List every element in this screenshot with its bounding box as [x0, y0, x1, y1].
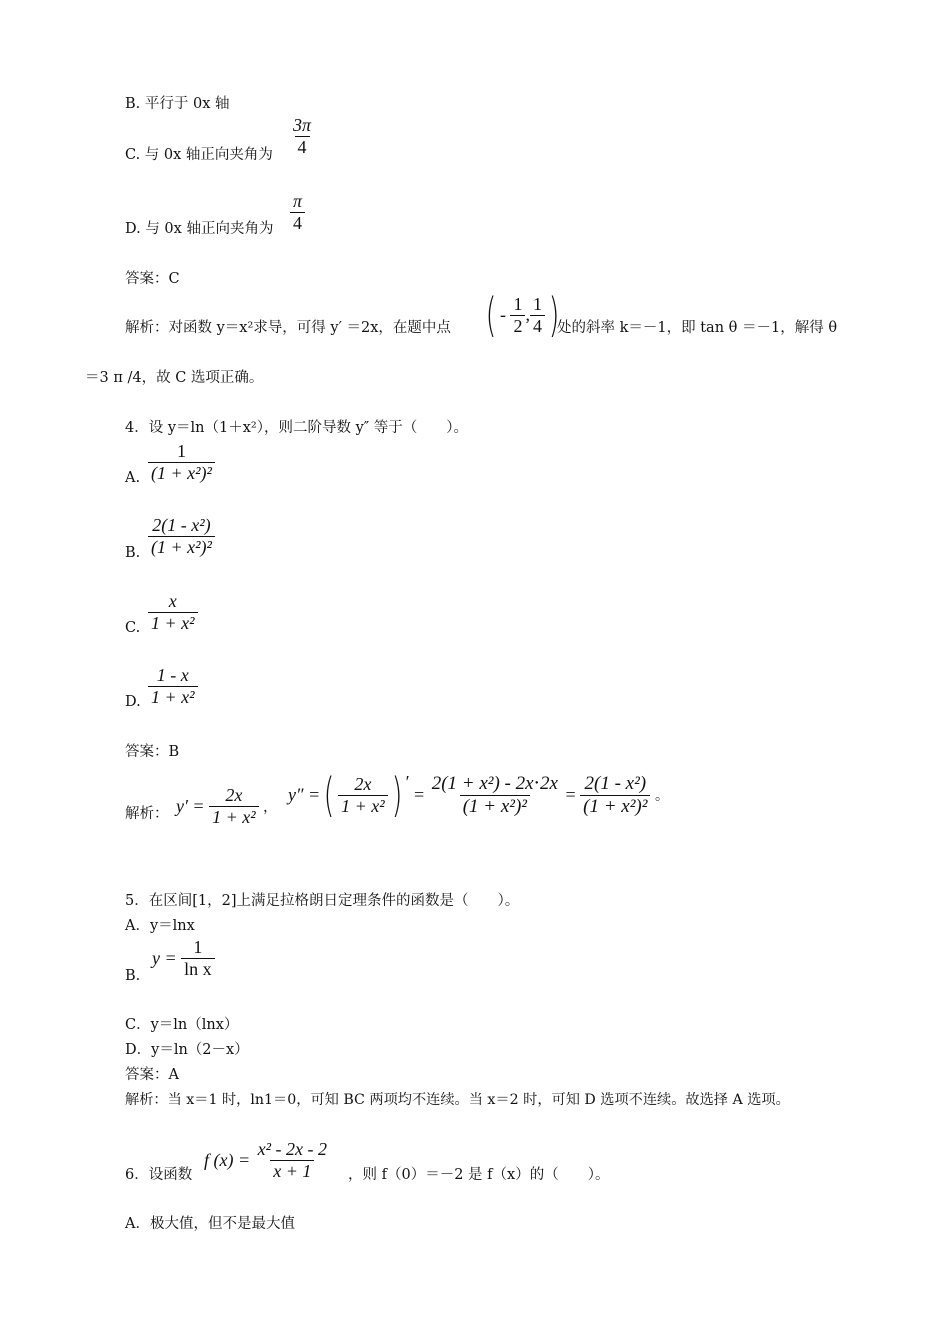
y-lhs: y = [152, 947, 177, 968]
q4-stem: 4．设 y＝ln（1＋x²），则二阶导数 y″ 等于（ ）。 [125, 420, 469, 436]
point-b-numerator: 1 [532, 293, 542, 314]
fraction-numerator: π [293, 191, 303, 211]
q3-option-b: B. 平行于 0x 轴 [125, 96, 230, 112]
fraction-denominator: x + 1 [270, 1160, 314, 1181]
q5-analysis: 解析：当 x＝1 时，ln1＝0，可知 BC 两项均不连续。当 x＝2 时，可知 D 选项不连续。故选择 A 选项。 [125, 1092, 790, 1108]
equals-sign: = [414, 784, 425, 805]
q5-stem: 5．在区间[1，2]上满足拉格朗日定理条件的函数是（ ）。 [125, 893, 520, 909]
q4-option-b-label: B. [125, 545, 141, 561]
q5-option-a: A．y＝lnx [125, 918, 195, 934]
q4-analysis-label: 解析： [125, 806, 169, 822]
q6-stem-prefix: 6．设函数 [125, 1167, 193, 1183]
fraction-denominator: 1 + x² [148, 686, 198, 707]
formula-end: 。 [654, 789, 669, 804]
fraction-numerator: 1 [176, 441, 186, 461]
point-a-numerator: 1 [513, 293, 523, 314]
fraction-numerator: 2x [354, 773, 372, 794]
f-lhs: f (x) = [204, 1149, 251, 1170]
q6-option-a: A．极大值，但不是最大值 [125, 1216, 295, 1232]
fraction-numerator: 2(1 + x²) - 2x⋅2x [431, 772, 558, 794]
q4-option-d-fraction [148, 666, 198, 707]
left-paren: ( [485, 288, 497, 342]
q3-option-c-fraction [290, 116, 314, 157]
q4-analysis-first-derivative [176, 786, 277, 827]
fraction-numerator: 1 - x [156, 665, 189, 685]
fraction-denominator: 1 + x² [209, 806, 259, 827]
q6-stem-suffix: ，则 f（0）＝－2 是 f（x）的（ ）。 [348, 1167, 610, 1183]
fraction-denominator: (1 + x²)² [460, 795, 530, 817]
right-paren: ) [548, 288, 560, 342]
fraction-denominator: (1 + x²)² [148, 536, 215, 557]
q4-option-c-label: C. [125, 620, 141, 636]
fraction-denominator: 1 + x² [338, 795, 388, 816]
q5-option-b-formula [152, 938, 215, 979]
fraction-denominator: 1 + x² [148, 612, 198, 633]
right-paren: ) [391, 768, 403, 822]
left-paren: ( [323, 768, 335, 822]
fraction-denominator: 4 [295, 136, 310, 157]
q4-answer: 答案：B [125, 744, 180, 760]
q5-answer: 答案：A [125, 1067, 179, 1083]
q4-option-c-fraction [148, 592, 198, 633]
q6-function-formula [204, 1140, 330, 1181]
q4-option-a-label: A. [125, 470, 141, 486]
q3-option-c: C. 与 0x 轴正向夹角为 [125, 147, 273, 163]
formula-separator: ， [263, 800, 278, 816]
q3-option-d-fraction [290, 192, 305, 233]
outer-prime: ′ [405, 772, 410, 792]
point-a-denominator: 2 [510, 315, 525, 336]
q3-option-d: D. 与 0x 轴正向夹角为 [125, 221, 274, 237]
point-comma: , [525, 304, 530, 325]
fraction-denominator: (1 + x²)² [148, 462, 215, 483]
fraction-numerator: 1 [193, 937, 203, 957]
q3-answer: 答案：C [125, 271, 180, 287]
q4-analysis-second-derivative [288, 768, 669, 822]
q3-analysis-part1: 解析：对函数 y＝x²求导，可得 y′ ＝2x，在题中点 [125, 320, 451, 336]
fraction-numerator: 3π [293, 115, 312, 135]
y-prime-lhs: y′ = [176, 795, 205, 816]
q3-point [482, 288, 563, 342]
q4-option-a-fraction [148, 442, 215, 483]
fraction-numerator: 2(1 - x²) [584, 772, 647, 794]
q4-option-d-label: D. [125, 694, 141, 710]
q5-option-c: C．y＝ln（lnx） [125, 1017, 239, 1033]
q5-option-d: D．y＝ln（2－x） [125, 1042, 249, 1058]
point-b-denominator: 4 [530, 315, 545, 336]
fraction-numerator: x [168, 591, 177, 611]
q4-option-b-fraction [148, 516, 215, 557]
fraction-numerator: 2(1 - x²) [152, 515, 211, 535]
fraction-denominator: 4 [290, 212, 305, 233]
fraction-numerator: 2x [225, 785, 243, 805]
fraction-numerator: x² - 2x - 2 [257, 1139, 327, 1159]
q5-option-b-label: B. [125, 968, 141, 984]
point-minus: - [499, 304, 506, 325]
fraction-denominator: ln x [181, 958, 215, 979]
fraction-denominator: (1 + x²)² [580, 795, 650, 817]
y-double-prime-lhs: y″ = [288, 784, 321, 805]
q3-analysis-line2: ＝3 π /4，故 C 选项正确。 [85, 370, 264, 386]
q3-analysis-part2: 处的斜率 k＝－1，即 tan θ ＝－1，解得 θ [557, 320, 838, 336]
equals-sign: = [565, 784, 576, 805]
